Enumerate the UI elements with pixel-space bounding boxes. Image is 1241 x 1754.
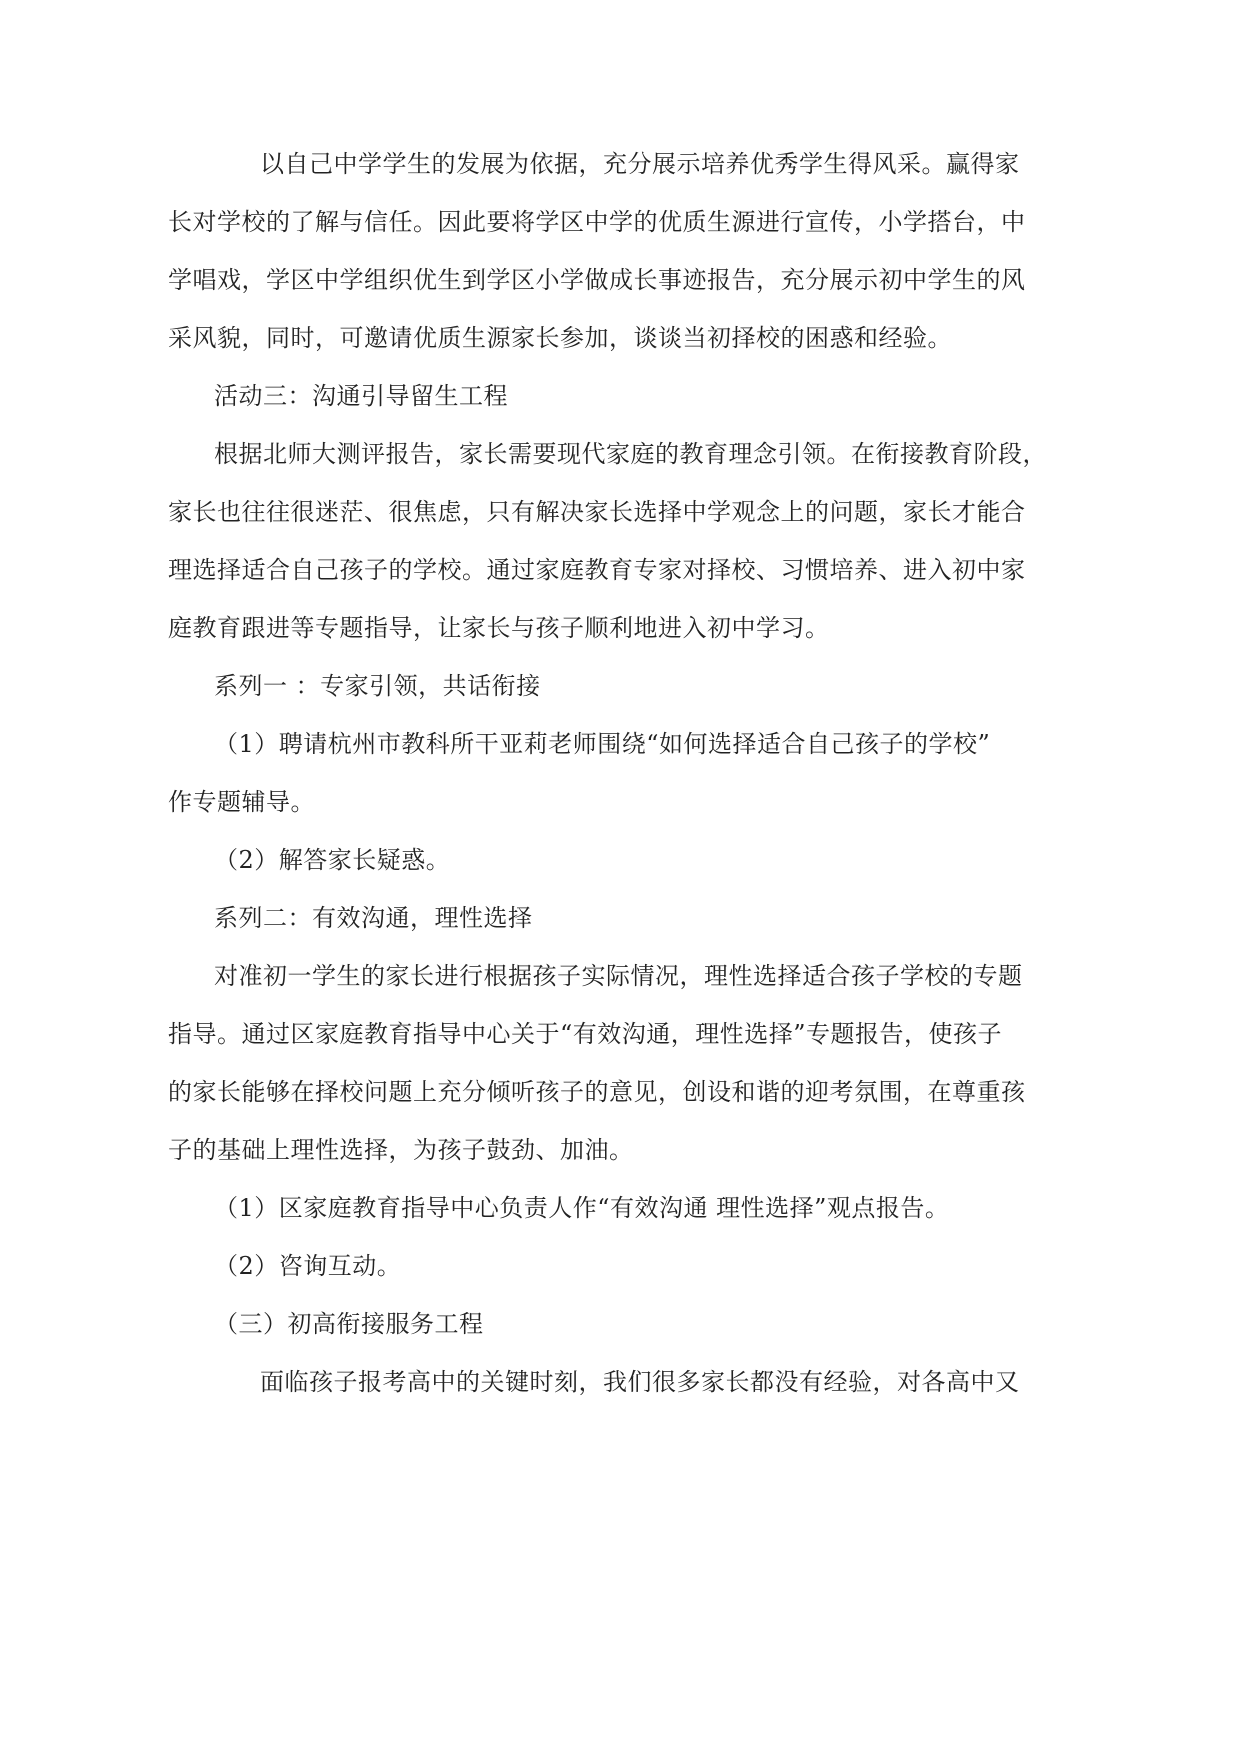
paragraph-line: 家长也往往很迷茫、很焦虑，只有解决家长选择中学观念上的问题，家长才能合 <box>168 498 1026 526</box>
paragraph-line: 学唱戏，学区中学组织优生到学区小学做成长事迹报告，充分展示初中学生的风 <box>168 266 1026 294</box>
paragraph-line: 理选择适合自己孩子的学校。通过家庭教育专家对择校、习惯培养、进入初中家 <box>168 556 1026 584</box>
list-item: （2）咨询互动。 <box>214 1252 402 1280</box>
section-heading: 活动三：沟通引导留生工程 <box>214 382 508 410</box>
list-item: （1）聘请杭州市教科所干亚莉老师围绕“如何选择适合自己孩子的学校” <box>214 730 991 758</box>
series-heading: 系列二：有效沟通，理性选择 <box>214 904 533 932</box>
paragraph-line: 根据北师大测评报告，家长需要现代家庭的教育理念引领。在衔接教育阶段， <box>214 440 1047 468</box>
paragraph-line: 长对学校的了解与信任。因此要将学区中学的优质生源进行宣传，小学搭台，中 <box>168 208 1026 236</box>
paragraph-line: 采风貌，同时，可邀请优质生源家长参加，谈谈当初择校的困惑和经验。 <box>168 324 952 352</box>
paragraph-line: 对准初一学生的家长进行根据孩子实际情况，理性选择适合孩子学校的专题 <box>214 962 1023 990</box>
series-heading: 系列一 ：专家引领，共话衔接 <box>214 672 541 700</box>
paragraph-line: 作专题辅导。 <box>168 788 315 816</box>
paragraph-line: 以自己中学学生的发展为依据，充分展示培养优秀学生得风采。赢得家 <box>260 150 1020 178</box>
paragraph-line: 的家长能够在择校问题上充分倾听孩子的意见，创设和谐的迎考氛围，在尊重孩 <box>168 1078 1026 1106</box>
paragraph-line: 面临孩子报考高中的关键时刻，我们很多家长都没有经验，对各高中又 <box>260 1368 1020 1396</box>
paragraph-line: 子的基础上理性选择，为孩子鼓劲、加油。 <box>168 1136 634 1164</box>
paragraph-line: 庭教育跟进等专题指导，让家长与孩子顺利地进入初中学习。 <box>168 614 830 642</box>
paragraph-line: 指导。通过区家庭教育指导中心关于“有效沟通，理性选择”专题报告，使孩子 <box>168 1020 1003 1048</box>
list-item: （1）区家庭教育指导中心负责人作“有效沟通 理性选择”观点报告。 <box>214 1194 950 1222</box>
list-item: （2）解答家长疑惑。 <box>214 846 451 874</box>
section-heading: （三）初高衔接服务工程 <box>214 1310 484 1338</box>
